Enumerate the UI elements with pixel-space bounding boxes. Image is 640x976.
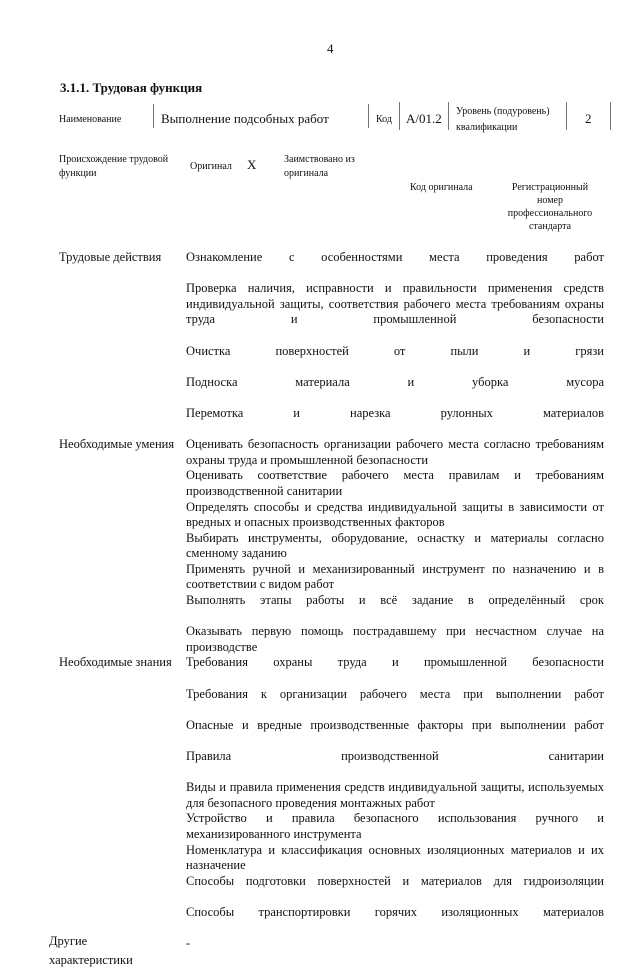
list-item: Оценивать безопасность организации рабочего места согласно требованиям охраны труда и промышленной безопасности xyxy=(186,437,604,467)
original-mark: X xyxy=(247,157,257,172)
level-bracket xyxy=(566,102,571,130)
section-title: 3.1.1. Трудовая функция xyxy=(60,80,203,95)
code-value: А/01.2 xyxy=(406,111,442,126)
list-item: Оценивать соответствие рабочего места правилам и требованиям производственной санитарии xyxy=(186,468,604,498)
section-label: Трудовые действия xyxy=(59,250,162,264)
level-label-line1: Уровень (подуровень) xyxy=(456,106,550,117)
code-label: Код xyxy=(376,114,392,125)
list-item: Подноска материала и уборка мусора xyxy=(186,374,604,389)
level-label-line2: квалификации xyxy=(456,122,518,133)
list-item: Применять ручной и механизированный инструмент по назначению и в соответствии с видом работ xyxy=(186,561,604,592)
list-item: Ознакомление с особенностями места проведения работ xyxy=(186,250,604,264)
original-code-label: Код оригинала xyxy=(410,182,473,193)
list-item: Перемотка и нарезка рулонных материалов xyxy=(186,405,604,420)
list-item: Номенклатура и классификация основных изоляционных материалов и их назначение xyxy=(186,842,604,873)
section-actions xyxy=(0,250,640,437)
list-item: Способы транспортировки горячих изоляционных материалов xyxy=(186,904,604,919)
section-other xyxy=(0,936,640,976)
section-knowledge xyxy=(0,655,640,936)
borrowed-label-line1: Заимствовано из xyxy=(284,154,355,165)
list-item: Устройство и правила безопасного использования ручного и механизированного инструмента xyxy=(186,811,604,841)
reg-number-label-line3: профессионального xyxy=(507,208,593,219)
reg-number-label-line4: стандарта xyxy=(528,221,572,232)
section-skills xyxy=(0,437,640,655)
list-item: Требования к организации рабочего места при выполнении работ xyxy=(186,686,604,701)
list-item: Виды и правила применения средств индивидуальной защиты, используемых для безопасного проведения монтажных работ xyxy=(186,780,604,810)
list-item: Правила производственной санитарии xyxy=(186,749,604,763)
reg-number-label-line2: номер xyxy=(537,195,563,206)
origin-label-line2: функции xyxy=(59,168,97,179)
page-number: 4 xyxy=(327,41,334,56)
borrowed-label-line2: оригинала xyxy=(284,168,329,179)
list-item: Выполнять этапы работы и всё задание в определённый срок xyxy=(186,593,604,608)
name-bracket-right xyxy=(364,104,369,128)
list-item: Проверка наличия, исправности и правильности применения средств индивидуальной защиты, соответствия рабочего места требованиям охраны труда и промышленной безопасности xyxy=(186,281,604,327)
original-label: Оригинал xyxy=(190,161,232,172)
level-bracket-right xyxy=(606,102,611,130)
list-item: Способы подготовки поверхностей и материалов для гидроизоляции xyxy=(186,873,604,888)
name-bracket xyxy=(153,104,158,128)
section-label: Необходимые умения xyxy=(59,437,175,452)
name-value: Выполнение подсобных работ xyxy=(161,111,329,126)
code-bracket xyxy=(399,102,404,130)
list-item: Определять способы и средства индивидуальной защиты в зависимости от вредных и опасных производственных факторов xyxy=(186,499,604,530)
list-item: Выбирать инструменты, оборудование, оснастку и материалы согласно сменному заданию xyxy=(186,530,604,561)
function-table xyxy=(0,250,640,976)
other-label-line2: характеристики xyxy=(49,953,133,968)
level-value: 2 xyxy=(585,111,592,126)
list-item: Оказывать первую помощь пострадавшему при несчастном случае на производстве xyxy=(186,624,604,654)
origin-label-line1: Происхождение трудовой xyxy=(59,154,169,165)
section-label: Необходимые знания xyxy=(59,655,172,670)
list-item: Опасные и вредные производственные факторы при выполнении работ xyxy=(186,717,604,732)
reg-number-label-line1: Регистрационный xyxy=(511,182,589,193)
list-item: Очистка поверхностей от пыли и грязи xyxy=(186,343,604,358)
name-label: Наименование xyxy=(59,114,122,125)
code-bracket-right xyxy=(444,102,449,130)
list-item: Требования охраны труда и промышленной безопасности xyxy=(186,655,604,670)
other-value: - xyxy=(186,936,191,951)
other-label-line1: Другие xyxy=(49,934,88,949)
